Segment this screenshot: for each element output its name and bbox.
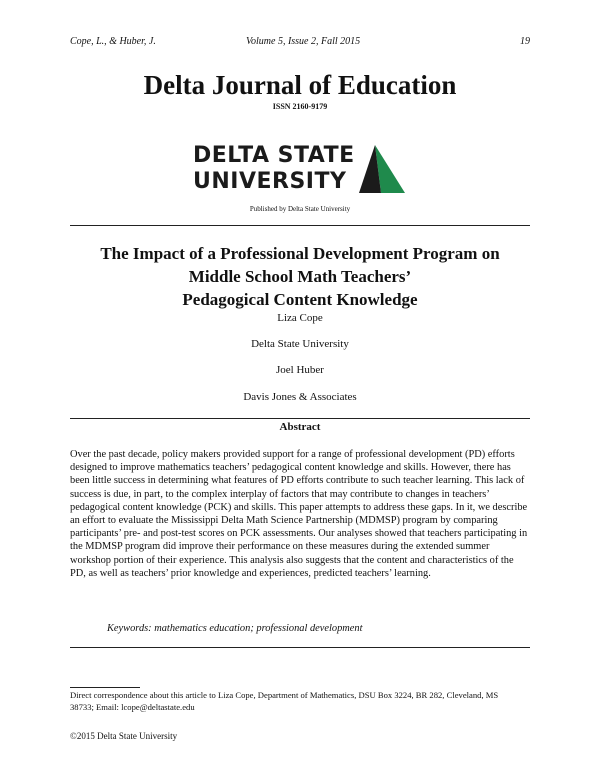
divider [70,418,530,419]
journal-title: Delta Journal of Education [143,70,457,100]
logo-text-line-2: UNIVERSITY [193,169,347,194]
copyright: ©2015 Delta State University [70,731,178,741]
keywords: Keywords: mathematics education; professional development [107,623,363,634]
abstract-heading: Abstract [279,421,321,433]
paper-title-line: Pedagogical Content Knowledge [182,290,418,309]
abstract-text: Over the past decade, policy makers provided support for a range of professional development (PD) efforts designed to improve mathematics teachers’ pedagogical content knowledge and skills. However, there has been little success in determining what features of PD efforts contribute to such teacher learning. This lack of success is due, in part, to the complex interplay of factors that may contribute to changes in teachers’ pedagogical content knowledge (PCK) and skills. This paper attempts to address these gaps. In it, we describe an effort to evaluate the Mississippi Delta Math Science Partnership (MDMSP) program by comparing participants’ pre- and post-test scores on PCK assessments. Our analyses showed that teachers participating in the MDMSP program did improve their performance on these measures during the extended summer workshop portion of their experience. This analysis also suggests that the content and characteristics of the PD, as well as teachers’ prior knowledge and experiences, predicted teachers’ learning. [70,449,528,579]
author-name: Liza Cope [277,312,323,324]
paper-title-line: The Impact of a Professional Development Program on [100,244,500,263]
correspondence-footnote: Direct correspondence about this article to Liza Cope, Department of Mathematics, DSU Box 3224, BR 282, Cleveland, MS 38733; Email: lcope@deltastate.edu [70,690,499,712]
issn: ISSN 2160-9179 [272,102,328,111]
author-affiliation: Delta State University [251,338,349,350]
university-logo [193,143,413,197]
author-affiliation: Davis Jones & Associates [243,391,357,403]
author-name: Joel Huber [276,364,324,376]
footnote-rule [70,687,140,688]
paper-title [0,242,600,311]
paper-title-line: Middle School Math Teachers’ [188,267,412,286]
running-header-authors: Cope, L., & Huber, J. [70,36,156,47]
triangle-mark-icon [351,143,407,195]
published-by: Published by Delta State University [249,205,351,213]
running-header-page-number: 19 [520,36,530,47]
logo-text-line-1: DELTA STATE [193,143,355,168]
divider [70,647,530,648]
divider [70,225,530,226]
running-header-volume: Volume 5, Issue 2, Fall 2015 [246,36,361,47]
